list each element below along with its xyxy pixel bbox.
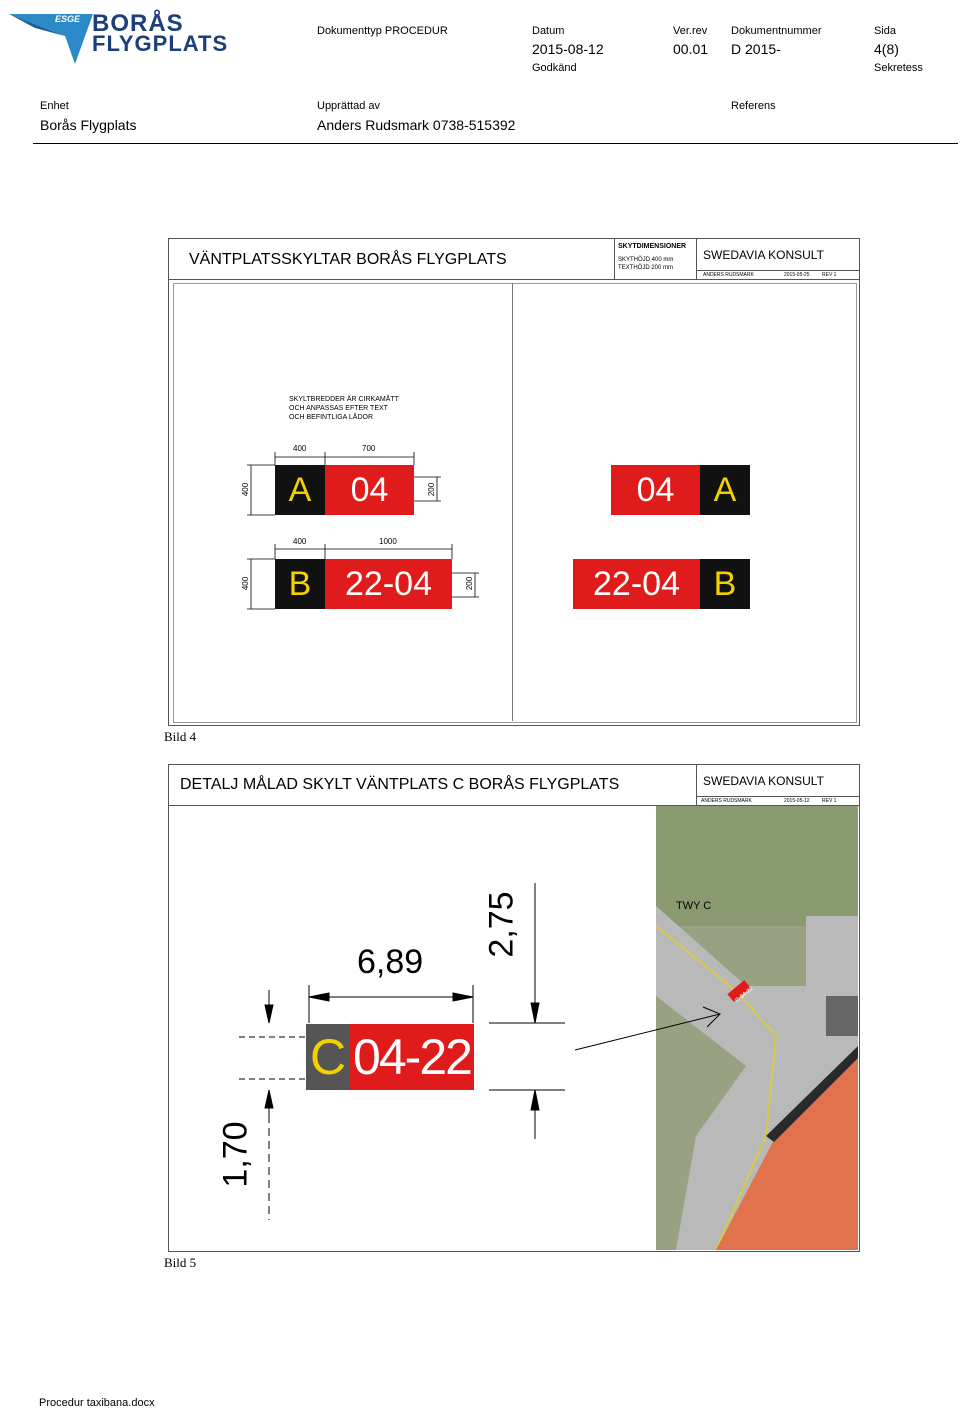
sign-a bbox=[275, 465, 414, 515]
figure4-title: VÄNTPLATSSKYLTAR BORÅS FLYGPLATS bbox=[189, 251, 507, 268]
godkand-label: Godkänd bbox=[532, 62, 577, 74]
figure5-caption: Bild 5 bbox=[164, 1255, 197, 1270]
sign-b-reverse bbox=[573, 559, 750, 609]
datum-value: 2015-08-12 bbox=[532, 41, 604, 57]
sign-a-reverse-letter: A bbox=[700, 465, 750, 515]
logo-flygplats: FLYGPLATS bbox=[92, 31, 229, 56]
map-twy-label: TWY C bbox=[676, 900, 712, 912]
side-dimension: 1,70 bbox=[216, 1121, 255, 1188]
datum-label: Datum bbox=[532, 25, 565, 37]
sign-a-height: 400 bbox=[241, 482, 251, 497]
figure4-rev: REV 1 bbox=[822, 272, 837, 278]
figure5-author: ANDERS RUDSMARK bbox=[701, 798, 752, 804]
figure4-company: SWEDAVIA KONSULT bbox=[703, 248, 824, 262]
header-divider bbox=[33, 143, 958, 144]
sign-a-width1: 400 bbox=[293, 444, 307, 453]
enhet-value: Borås Flygplats bbox=[40, 117, 137, 133]
figure5-date: 2015-05-12 bbox=[784, 798, 810, 804]
sign-a-width2: 700 bbox=[362, 444, 376, 453]
sign-b-height: 400 bbox=[241, 576, 251, 591]
figure5-company: SWEDAVIA KONSULT bbox=[703, 774, 824, 788]
figure4-author: ANDERS RUDSMARK bbox=[703, 272, 754, 278]
figure4-note-line3: OCH BEFINTLIGA LÅDOR bbox=[289, 414, 374, 421]
sign-b-width1: 400 bbox=[293, 537, 307, 546]
verrev-label: Ver.rev bbox=[673, 25, 708, 37]
sign-b-letter: B bbox=[275, 559, 325, 609]
sign-b-reverse-letter: B bbox=[700, 559, 750, 609]
sign-a-reverse-number: 04 bbox=[611, 465, 700, 515]
painted-sign bbox=[306, 1024, 474, 1090]
referens-label: Referens bbox=[731, 100, 776, 112]
docnum-value: D 2015- bbox=[731, 41, 781, 57]
figure5-dimension-lines bbox=[169, 765, 859, 1251]
painted-sign-letter: C bbox=[306, 1024, 350, 1090]
verrev-value: 00.01 bbox=[673, 41, 709, 57]
doctype-label: Dokumenttyp PROCEDUR bbox=[317, 25, 448, 37]
figure4-drawing bbox=[168, 238, 860, 726]
upprattad-value: Anders Rudsmark 0738-515392 bbox=[317, 117, 516, 133]
figure4-dimension-lines bbox=[169, 239, 859, 725]
logo-esge: ESGE bbox=[55, 14, 81, 24]
sign-b-textheight: 200 bbox=[465, 576, 475, 591]
sign-a-reverse bbox=[611, 465, 750, 515]
sign-b-reverse-number: 22-04 bbox=[573, 559, 700, 609]
sign-b bbox=[275, 559, 452, 609]
sign-b-width2: 1000 bbox=[379, 537, 397, 546]
sign-a-number: 04 bbox=[325, 465, 414, 515]
figure4-caption: Bild 4 bbox=[164, 729, 197, 744]
sekretess-label: Sekretess bbox=[874, 62, 923, 74]
sign-a-textheight: 200 bbox=[427, 482, 437, 497]
figure4-date: 2015-05-25 bbox=[784, 272, 810, 278]
figure4-dims-heading: SKYTDIMENSIONER bbox=[618, 243, 687, 250]
figure4-note-line2: OCH ANPASSAS EFTER TEXT bbox=[289, 405, 388, 412]
map-sign-label: C 04-22 bbox=[734, 985, 755, 1005]
height-dimension: 2,75 bbox=[482, 891, 521, 958]
footer-filename: Procedur taxibana.docx bbox=[39, 1397, 155, 1409]
sign-a-letter: A bbox=[275, 465, 325, 515]
figure4-dims-line1: SKYTHÖJD 400 mm bbox=[618, 257, 674, 263]
docnum-label: Dokumentnummer bbox=[731, 25, 822, 37]
figure5-drawing bbox=[168, 764, 860, 1252]
figure4-note-line1: SKYLTBREDDER ÄR CIRKAMÅTT bbox=[289, 396, 399, 403]
enhet-label: Enhet bbox=[40, 100, 69, 112]
painted-sign-number: 04-22 bbox=[350, 1024, 474, 1090]
width-dimension: 6,89 bbox=[357, 943, 424, 981]
figure5-rev: REV 1 bbox=[822, 798, 837, 804]
logo-boras: BORÅS bbox=[92, 10, 184, 37]
logo bbox=[5, 6, 229, 76]
sida-value: 4(8) bbox=[874, 41, 899, 57]
figure4-dims-line2: TEXTHÖJD 200 mm bbox=[618, 265, 674, 271]
upprattad-label: Upprättad av bbox=[317, 100, 380, 112]
sida-label: Sida bbox=[874, 25, 897, 37]
sign-b-number: 22-04 bbox=[325, 559, 452, 609]
figure5-title: DETALJ MÅLAD SKYLT VÄNTPLATS C BORÅS FLYGPLATS bbox=[180, 776, 620, 793]
